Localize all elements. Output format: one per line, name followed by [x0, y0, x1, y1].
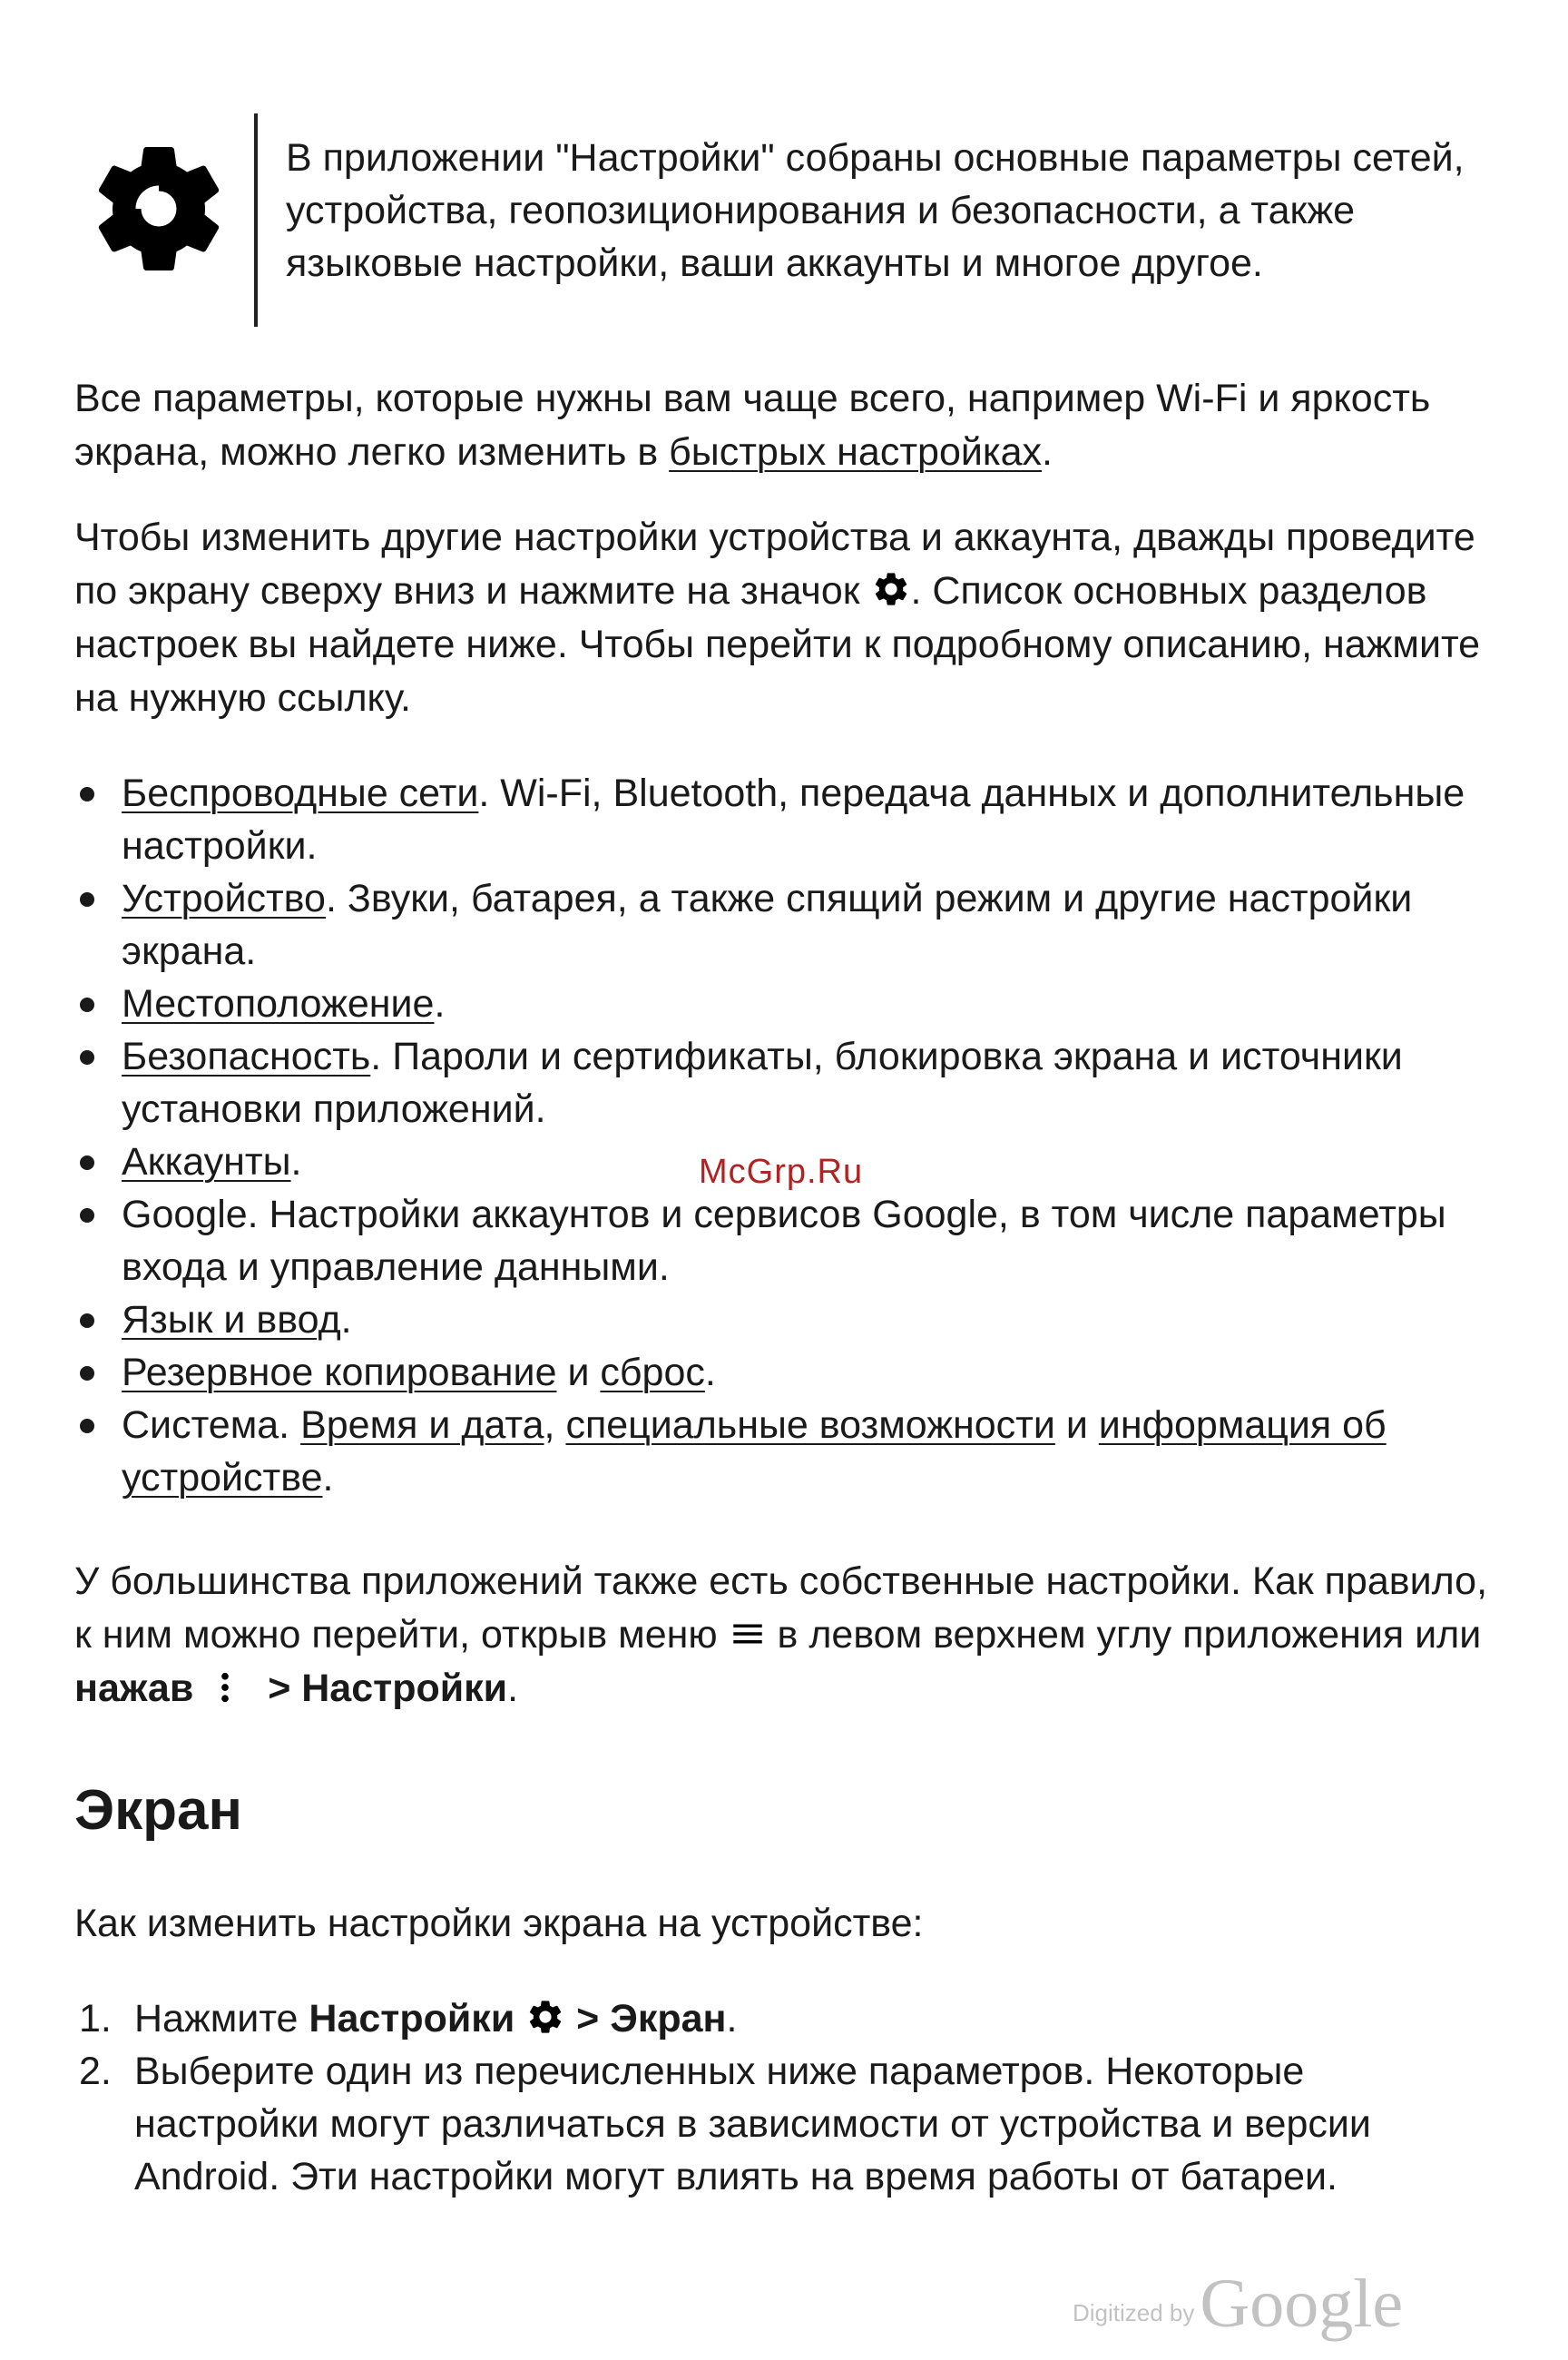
paragraph-quick-settings: Все параметры, которые нужны вам чаще всего, например Wi-Fi и яркость экрана, можно легко изменить в быстрых настройках.	[74, 377, 1431, 474]
vertical-divider	[254, 113, 258, 327]
steps-list	[74, 1992, 1490, 2203]
list-item: Беспроводные сети. Wi-Fi, Bluetooth, передача данных и дополнительные настройки.	[74, 767, 1490, 872]
intro-text: В приложении "Настройки" собраны основные параметры сетей, устройства, геопозиционирования и безопасности, а также языковые настройки, ваши аккаунты и многое другое.	[286, 136, 1465, 285]
step-number: 2.	[79, 2050, 112, 2093]
gear-icon	[525, 1997, 565, 2037]
bullet-dot	[80, 787, 94, 801]
watermark-text: McGrp.Ru	[699, 1153, 864, 1191]
link-wireless[interactable]: Беспроводные сети	[122, 772, 479, 815]
link-security[interactable]: Безопасность	[122, 1035, 371, 1078]
list-item: Устройство. Звуки, батарея, а также спящий режим и другие настройки экрана.	[74, 872, 1490, 978]
digitized-label: Digitized by	[1073, 2299, 1195, 2326]
more-vert-icon	[193, 1668, 257, 1706]
link-location[interactable]: Местоположение	[122, 982, 435, 1026]
google-wordmark: Google	[1200, 2266, 1404, 2342]
list-item: Система. Время и дата, специальные возможности и информация об устройстве.	[74, 1399, 1490, 1504]
paragraph-text: Чтобы изменить другие настройки устройства и аккаунта, дважды проведите по экрану сверху вниз и нажмите на значок	[74, 516, 1475, 613]
list-item: Безопасность. Пароли и сертификаты, блокировка экрана и источники установки приложений.	[74, 1030, 1490, 1136]
section-title: Экран	[74, 1779, 242, 1842]
settings-sections-list	[74, 767, 1490, 1504]
list-item: 2. Выберите один из перечисленных ниже параметров. Некоторые настройки могут различаться в зависимости от устройства и версии Android. Эти настройки могут влиять на время работы от батареи.	[74, 2045, 1490, 2203]
step-number: 1.	[79, 1997, 112, 2040]
bullet-dot	[80, 1050, 94, 1065]
paragraph-text: Все параметры, которые нужны вам чаще всего, например Wi-Fi и яркость экрана, можно легко изменить в	[74, 377, 1431, 474]
list-item: 1. Нажмите Настройки > Экран.	[74, 1992, 1490, 2045]
section-lead: Как изменить настройки экрана на устройстве:	[74, 1902, 924, 1945]
bullet-dot	[80, 1208, 94, 1223]
intro-callout	[82, 113, 1497, 331]
list-item: Резервное копирование и сброс.	[74, 1346, 1490, 1399]
link-quick-settings[interactable]: быстрых настройках	[669, 430, 1043, 474]
link-device[interactable]: Устройство	[122, 877, 326, 920]
link-backup[interactable]: Резервное копирование	[122, 1351, 557, 1394]
link-about-device[interactable]: информация об устройстве	[122, 1403, 1387, 1500]
bullet-dot	[80, 1366, 94, 1381]
list-item: Местоположение.	[74, 978, 1490, 1030]
gear-icon	[871, 569, 911, 609]
list-item: Аккаунты.	[74, 1136, 1490, 1188]
link-language-input[interactable]: Язык и ввод	[122, 1298, 341, 1342]
gear-icon	[82, 132, 236, 286]
menu-icon	[729, 1615, 767, 1653]
link-accessibility[interactable]: специальные возможности	[565, 1403, 1055, 1447]
digitized-by-google-mark	[1073, 2265, 1403, 2344]
link-date-time[interactable]: Время и дата	[300, 1403, 544, 1447]
bullet-dot	[80, 892, 94, 907]
list-item: Язык и ввод.	[74, 1293, 1490, 1346]
bullet-dot	[80, 1313, 94, 1328]
paragraph-other-settings: Чтобы изменить другие настройки устройства и аккаунта, дважды проведите по экрану сверху вниз и нажмите на значок . Список основных разделов настроек вы найдете ниже. Чтобы перейти к подробному описанию, нажмите на нужную ссылку.	[74, 516, 1481, 720]
link-reset[interactable]: сброс	[600, 1351, 705, 1394]
bullet-dot	[80, 998, 94, 1012]
bullet-dot	[80, 1155, 94, 1170]
paragraph-app-settings: У большинства приложений также есть собственные настройки. Как правило, к ним можно перейти, открыв меню в левом верхнем углу приложения или нажав > Настройки.	[74, 1559, 1488, 1710]
link-accounts[interactable]: Аккаунты	[122, 1140, 291, 1184]
bullet-dot	[80, 1419, 94, 1433]
list-item: Google. Настройки аккаунтов и сервисов Google, в том числе параметры входа и управление данными.	[74, 1188, 1490, 1293]
